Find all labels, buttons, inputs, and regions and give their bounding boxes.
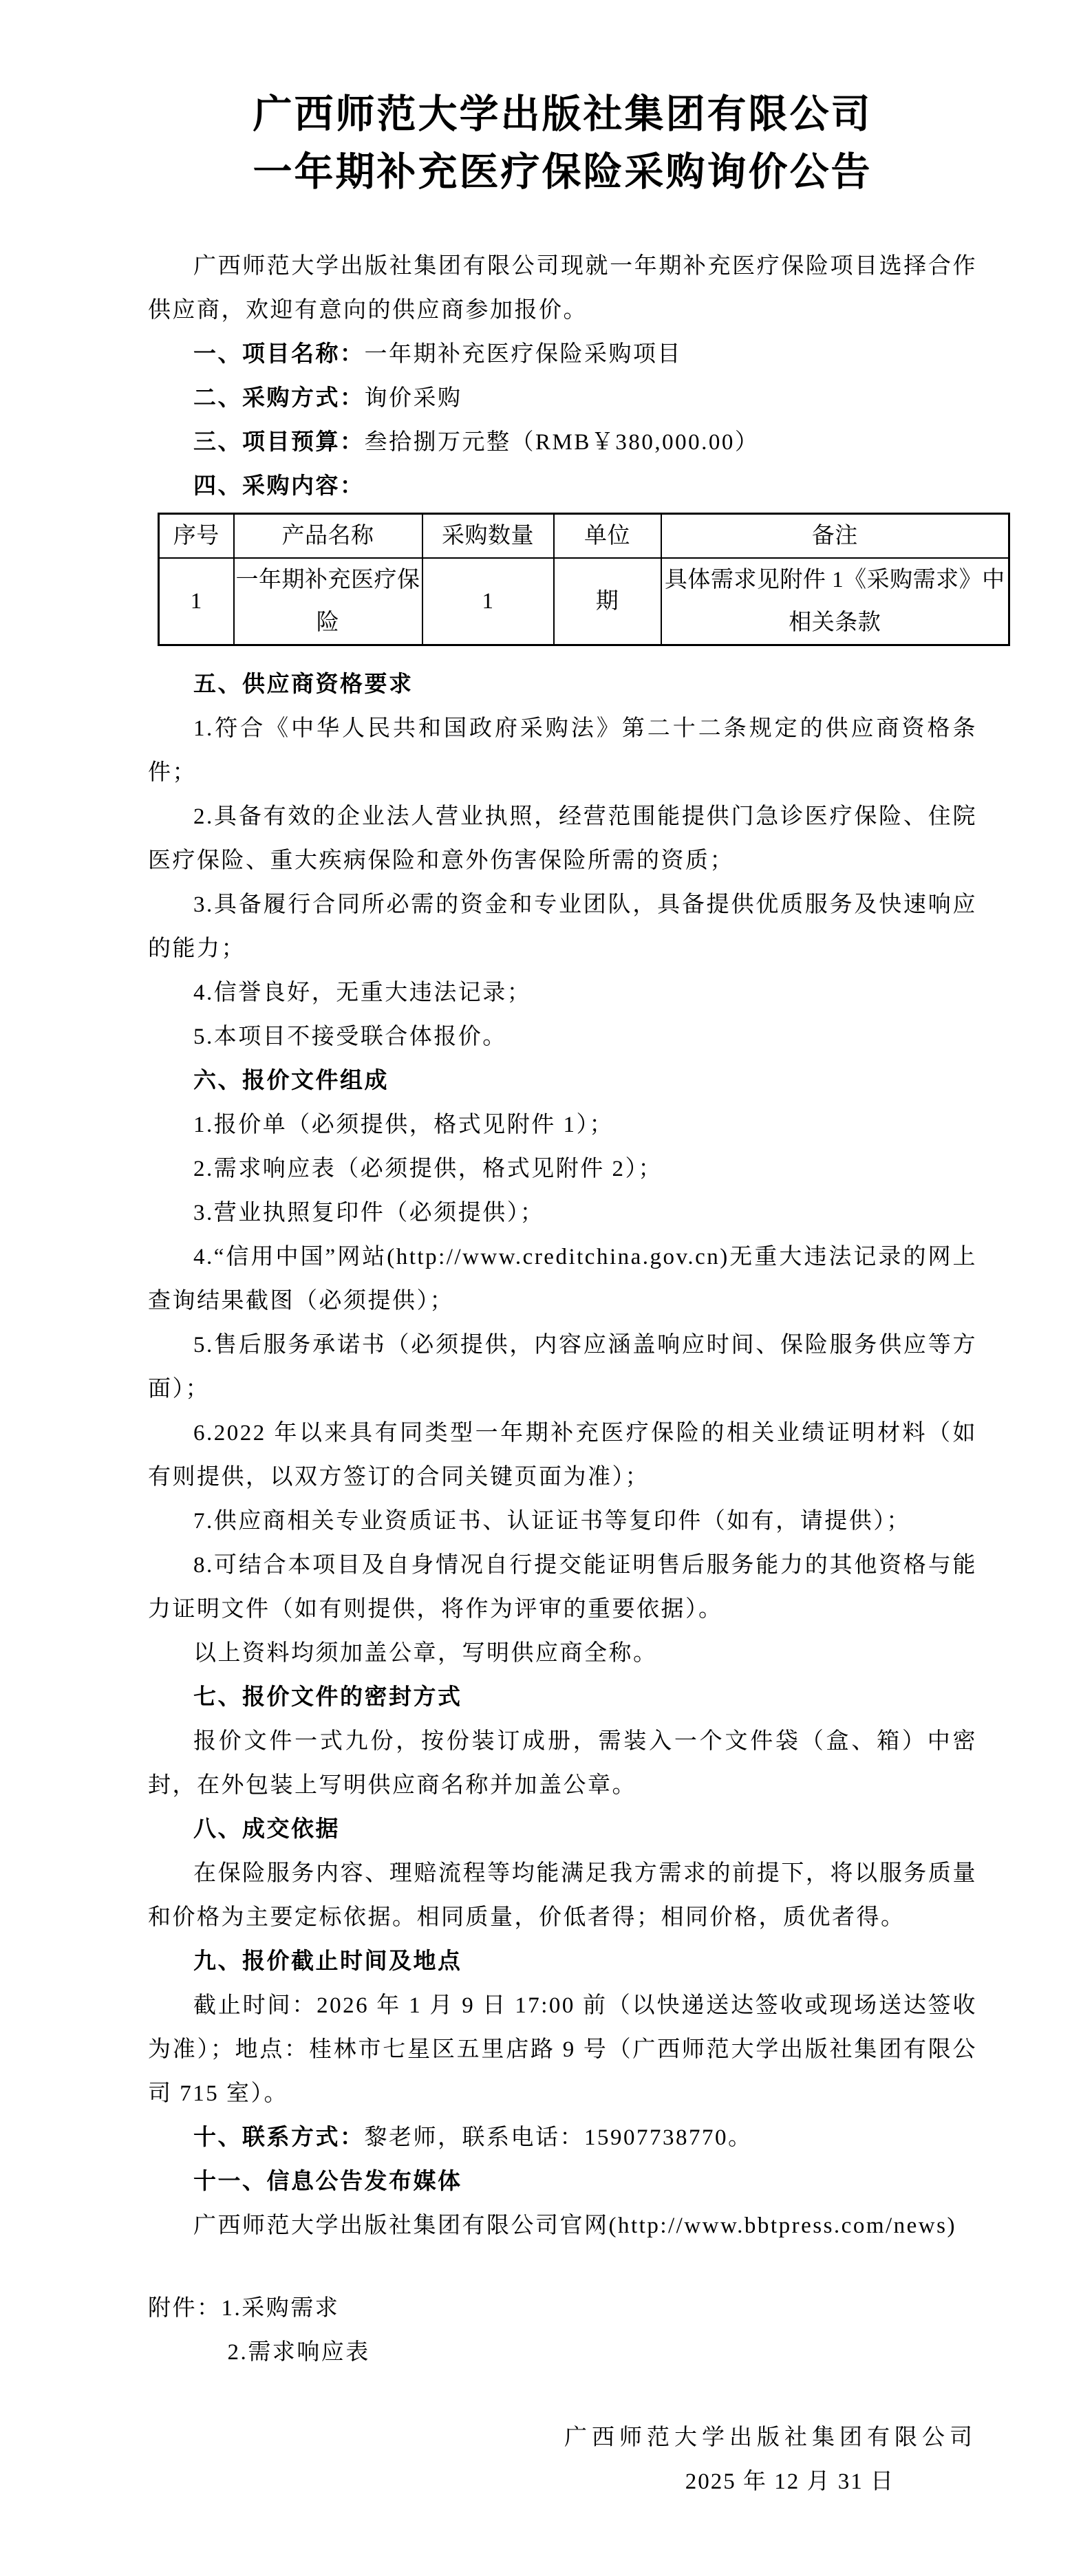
table-header-unit: 单位 xyxy=(554,514,661,559)
document-title-line2: 一年期补充医疗保险采购询价公告 xyxy=(253,151,872,194)
section-5-item-5: 5.本项目不接受联合体报价。 xyxy=(193,1024,507,1049)
attachment-line-1 xyxy=(148,2286,977,2330)
attachment-1: 1.采购需求 xyxy=(221,2296,340,2321)
attachments-block xyxy=(148,2286,977,2374)
section-4-heading: 四、采购内容： xyxy=(193,474,365,499)
signature-block xyxy=(148,2416,977,2504)
section-6-item-8: 8.可结合本项目及自身情况自行提交能证明售后服务能力的其他资格与能力证明文件（如有则提供，将作为评审的重要依据）。 xyxy=(148,1553,977,1622)
section-5-item-1: 1.符合《中华人民共和国政府采购法》第二十二条规定的供应商资格条件； xyxy=(148,716,977,785)
table-row xyxy=(159,558,1009,645)
section-9-heading: 九、报价截止时间及地点 xyxy=(193,1949,462,1974)
section-6-item-7: 7.供应商相关专业资质证书、认证证书等复印件（如有，请提供）； xyxy=(193,1509,911,1534)
table-cell-no: 1 xyxy=(159,558,234,645)
table-header-no: 序号 xyxy=(159,514,234,559)
section-2-label: 二、采购方式： xyxy=(193,386,365,411)
section-8-heading: 八、成交依据 xyxy=(193,1817,340,1842)
section-1-text: 一年期补充医疗保险采购项目 xyxy=(364,342,682,367)
table-cell-product: 一年期补充医疗保险 xyxy=(234,558,422,645)
procurement-content-table xyxy=(158,513,1010,646)
section-7-heading: 七、报价文件的密封方式 xyxy=(193,1685,462,1710)
signature-company: 广西师范大学出版社集团有限公司 xyxy=(564,2425,977,2450)
section-1-label: 一、项目名称： xyxy=(193,342,365,367)
section-1-project-name xyxy=(148,332,977,376)
signature-date: 2025 年 12 月 31 日 xyxy=(685,2469,895,2494)
section-8-paragraph: 在保险服务内容、理赔流程等均能满足我方需求的前提下，将以服务质量和价格为主要定标依据。相同质量，价低者得；相同价格，质优者得。 xyxy=(148,1861,977,1930)
section-5-item-4: 4.信誉良好，无重大违法记录； xyxy=(193,980,532,1005)
section-5-item-2: 2.具备有效的企业法人营业执照，经营范围能提供门急诊医疗保险、住院医疗保险、重大疾病保险和意外伤害保险所需的资质； xyxy=(148,804,977,873)
section-11-paragraph: 广西师范大学出版社集团有限公司官网(http://www.bbtpress.com/news) xyxy=(193,2213,956,2238)
table-header-remark: 备注 xyxy=(661,514,1009,559)
document-title-line1: 广西师范大学出版社集团有限公司 xyxy=(253,93,872,136)
section-6-item-4: 4.“信用中国”网站(http://www.creditchina.gov.cn)无重大违法记录的网上查询结果截图（必须提供）； xyxy=(148,1245,977,1313)
section-5-heading: 五、供应商资格要求 xyxy=(193,672,414,697)
section-3-text: 叁拾捌万元整（RMB￥380,000.00） xyxy=(364,430,760,455)
attachment-line-2: 2.需求响应表 xyxy=(227,2340,370,2365)
section-6-note: 以上资料均须加盖公章，写明供应商全称。 xyxy=(193,1641,658,1666)
section-10-text: 黎老师，联系电话：15907738770。 xyxy=(364,2125,753,2150)
section-10-contact xyxy=(148,2116,977,2160)
section-7-paragraph: 报价文件一式九份，按份装订成册，需装入一个文件袋（盒、箱）中密封，在外包装上写明供应商名称并加盖公章。 xyxy=(148,1729,977,1798)
section-10-label: 十、联系方式： xyxy=(193,2125,365,2150)
section-6-item-6: 6.2022 年以来具有同类型一年期补充医疗保险的相关业绩证明材料（如有则提供，以双方签订的合同关键页面为准）； xyxy=(148,1421,977,1490)
section-2-text: 询价采购 xyxy=(364,386,462,411)
table-cell-remark: 具体需求见附件 1《采购需求》中相关条款 xyxy=(661,558,1009,645)
table-header-row xyxy=(159,514,1009,559)
section-3-budget xyxy=(148,420,977,464)
table-header-product: 产品名称 xyxy=(234,514,422,559)
table-cell-unit: 期 xyxy=(554,558,661,645)
section-11-heading: 十一、信息公告发布媒体 xyxy=(193,2169,462,2194)
section-6-item-3: 3.营业执照复印件（必须提供）； xyxy=(193,1201,545,1225)
section-6-item-5: 5.售后服务承诺书（必须提供，内容应涵盖响应时间、保险服务供应等方面）； xyxy=(148,1333,977,1402)
section-5-item-3: 3.具备履行合同所必需的资金和专业团队，具备提供优质服务及快速响应的能力； xyxy=(148,892,977,961)
section-6-item-1: 1.报价单（必须提供，格式见附件 1）； xyxy=(193,1113,614,1137)
table-header-quantity: 采购数量 xyxy=(422,514,554,559)
table-cell-quantity: 1 xyxy=(422,558,554,645)
section-6-item-2: 2.需求响应表（必须提供，格式见附件 2）； xyxy=(193,1157,663,1181)
intro-paragraph: 广西师范大学出版社集团有限公司现就一年期补充医疗保险项目选择合作供应商，欢迎有意向的供应商参加报价。 xyxy=(148,254,977,323)
section-9-paragraph: 截止时间：2026 年 1 月 9 日 17:00 前（以快递送达签收或现场送达签收为准）；地点：桂林市七星区五里店路 9 号（广西师范大学出版社集团有限公司 715 室）。 xyxy=(148,1993,977,2106)
section-6-heading: 六、报价文件组成 xyxy=(193,1069,389,1093)
section-3-label: 三、项目预算： xyxy=(193,430,365,455)
section-2-procurement-method xyxy=(148,376,977,420)
attachments-label: 附件： xyxy=(148,2296,222,2321)
